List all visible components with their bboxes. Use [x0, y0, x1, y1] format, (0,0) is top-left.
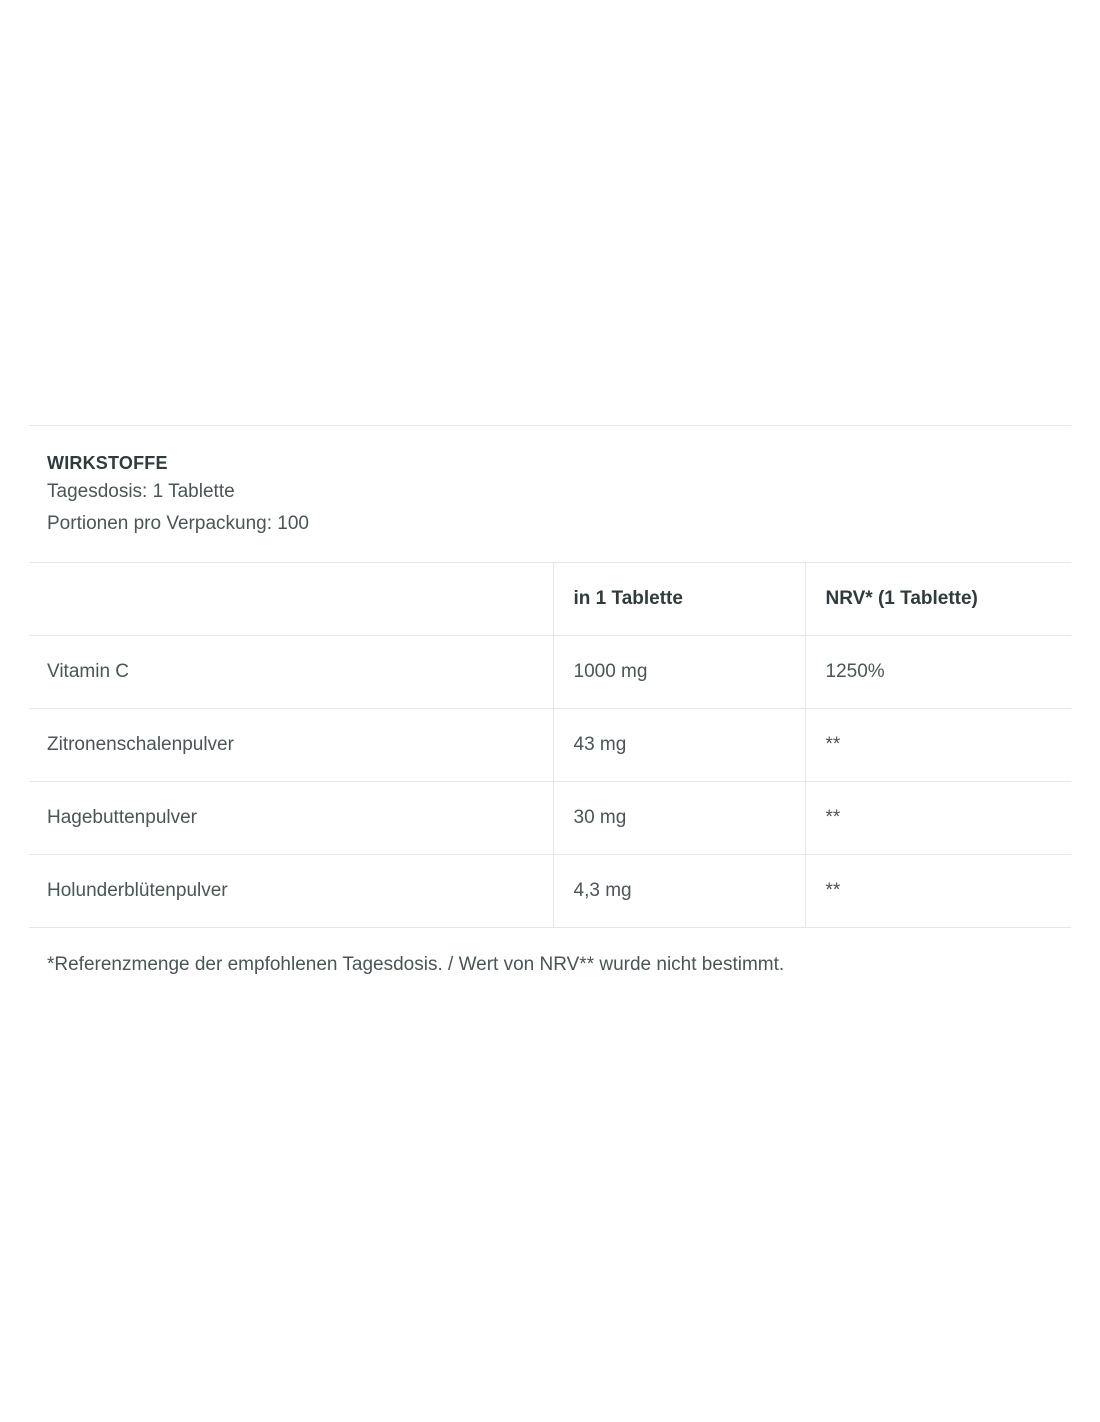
table-row [29, 855, 1071, 928]
table-header-row [29, 563, 1071, 636]
footnote: *Referenzmenge der empfohlenen Tagesdosis. / Wert von NRV** wurde nicht bestimmt. [47, 954, 785, 975]
section-title: WIRKSTOFFE [47, 453, 168, 473]
ingredient-nrv: ** [805, 782, 1071, 855]
daily-dose: Tagesdosis: 1 Tablette [47, 481, 235, 502]
ingredient-name: Vitamin C [29, 636, 553, 709]
header-ingredient [29, 563, 553, 636]
ingredients-panel [29, 425, 1071, 1002]
ingredient-name: Holunderblütenpulver [29, 855, 553, 928]
servings-per-package: Portionen pro Verpackung: 100 [47, 513, 309, 534]
ingredient-amount: 43 mg [553, 709, 805, 782]
ingredient-amount: 30 mg [553, 782, 805, 855]
ingredients-info [29, 426, 1071, 563]
ingredient-name: Zitronenschalenpulver [29, 709, 553, 782]
ingredient-amount: 4,3 mg [553, 855, 805, 928]
ingredients-table [29, 563, 1071, 928]
table-row [29, 782, 1071, 855]
table-row [29, 636, 1071, 709]
table-row [29, 709, 1071, 782]
ingredient-amount: 1000 mg [553, 636, 805, 709]
ingredient-name: Hagebuttenpulver [29, 782, 553, 855]
ingredient-nrv: ** [805, 709, 1071, 782]
header-amount: in 1 Tablette [553, 563, 805, 636]
header-nrv: NRV* (1 Tablette) [805, 563, 1071, 636]
ingredient-nrv: 1250% [805, 636, 1071, 709]
ingredient-nrv: ** [805, 855, 1071, 928]
